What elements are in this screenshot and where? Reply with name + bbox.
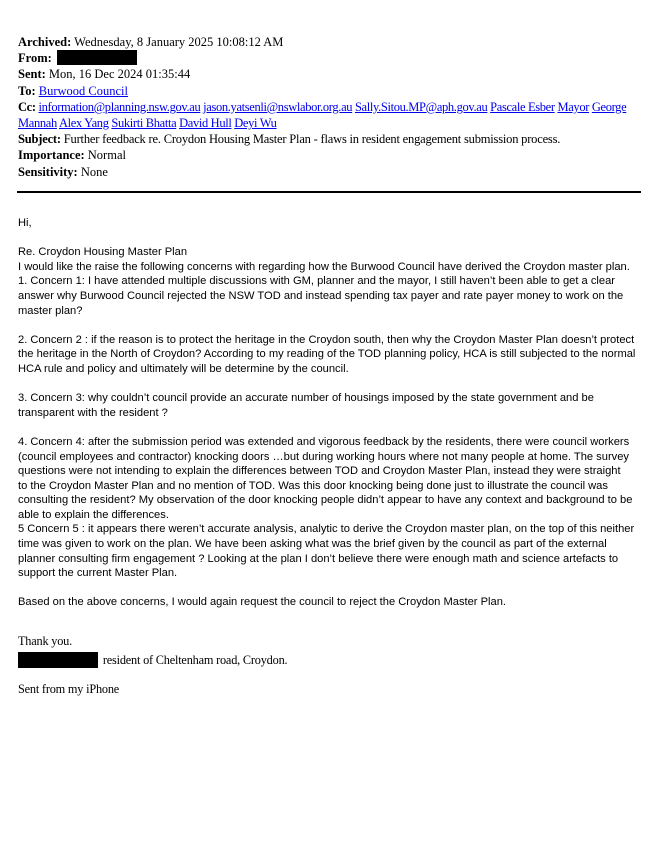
to-row: [18, 83, 643, 99]
body-line: the heritage in the North of Croydon? According to my reading of the TOD planning policy, HCA is still subjected to the normal: [18, 348, 636, 361]
re-line: Re. Croydon Housing Master Plan: [18, 246, 188, 259]
cc-recipient-link[interactable]: David Hull: [179, 116, 232, 131]
cc-row: [18, 99, 643, 131]
body-line: I would like the raise the following concerns with regarding how the Burwood Council have derived the Croydon master plan.: [18, 260, 630, 273]
from-label: From:: [18, 51, 52, 66]
subject-row: [18, 131, 643, 147]
paragraph-concern-1: [18, 260, 642, 318]
cc-recipient-link[interactable]: Sally.Sitou.MP@aph.gov.au: [354, 99, 488, 114]
body-line: HCA rule and policy and ultimately will be determine by the council.: [18, 362, 349, 375]
body-line: time was given to work on the plan. We have been asking what was the brief given by the council as part of the external: [18, 538, 607, 551]
body-line: Based on the above concerns, I would again request the council to reject the Croydon Master Plan.: [18, 596, 507, 609]
body-line: answer why Burwood Council rejected the NSW TOD and instead spending tax payer and rate payer money to work on the: [18, 289, 624, 302]
sensitivity-label: Sensitivity:: [18, 164, 78, 179]
cc-recipient-link[interactable]: Mayor: [557, 99, 590, 114]
body-line: 4. Concern 4: after the submission period was extended and vigorous feedback by the residents, there were council workers: [18, 435, 630, 448]
cc-recipient-link[interactable]: Deyi Wu: [234, 116, 277, 131]
to-label: To:: [18, 83, 36, 98]
email-header: [18, 34, 643, 180]
body-line: 2. Concern 2 : if the reason is to protect the heritage in the Croydon south, then why the Croydon Master Plan doesn’t protect: [18, 333, 635, 346]
paragraph-concern-2: [18, 333, 642, 377]
sent-label: Sent:: [18, 67, 46, 82]
cc-recipient-link[interactable]: Alex Yang: [58, 116, 109, 131]
thanks-line: Thank you.: [18, 634, 73, 648]
body-line: planner consulting firm engagement ? Looking at the plan I don’t believe there were enough math and science artefacts to: [18, 552, 619, 565]
sent-from-line: Sent from my iPhone: [18, 682, 120, 696]
paragraph-concern-4-5: [18, 435, 642, 581]
redacted-name: [18, 652, 98, 668]
body-line: 1. Concern 1: I have attended multiple discussions with GM, planner and the mayor, I still haven’t been able to get a clear: [18, 275, 615, 288]
resident-text: resident of Cheltenham road, Croydon.: [102, 653, 288, 667]
cc-recipient-link[interactable]: Sukirti Bhatta: [111, 116, 177, 131]
paragraph-conclusion: [18, 595, 642, 610]
body-line: 3. Concern 3: why couldn’t council provide an accurate number of housings imposed by the state government and be: [18, 392, 594, 405]
archived-label: Archived:: [18, 35, 72, 49]
header-divider: [17, 191, 641, 193]
sensitivity-row: [18, 164, 643, 180]
body-line: able to explain the differences.: [18, 508, 169, 521]
body-line: questions were not intending to explain the differences between TOD and Croydon Master Plan, instead they were straight: [18, 465, 621, 478]
subject-label: Subject:: [18, 132, 61, 147]
body-line: 5 Concern 5 : it appears there weren’t accurate analysis, analytic to derive the Croydon master plan, on the top of this neither: [18, 523, 635, 536]
sent-row: [18, 66, 643, 82]
body-line: (council employees and contractor) knocking doors …but during working hours where not many people at home. The survey: [18, 450, 629, 463]
signature-block: [18, 634, 638, 697]
importance-label: Importance:: [18, 148, 85, 163]
body-line: to the Croydon Master Plan and no mention of TOD. Was this door knocking being done just to illustrate the council was: [18, 479, 608, 492]
cc-label: Cc:: [18, 99, 36, 114]
archived-value: Wednesday, 8 January 2025 10:08:12 AM: [74, 35, 284, 49]
archived-row: [18, 34, 643, 50]
body-line: transparent with the resident ?: [18, 406, 168, 419]
paragraph-concern-3: [18, 391, 642, 420]
cc-recipient-link[interactable]: George Mannah: [18, 99, 627, 131]
from-row: [18, 50, 643, 66]
cc-recipient-link[interactable]: information@planning.nsw.gov.au: [38, 99, 201, 114]
sent-value: Mon, 16 Dec 2024 01:35:44: [48, 67, 191, 82]
redacted-sender: [57, 50, 137, 65]
resident-line: [18, 652, 638, 668]
body-line: consulting the resident? My observation of the door knocking people didn’t appear to have any context and background to be: [18, 494, 633, 507]
importance-row: [18, 147, 643, 163]
email-body: [18, 216, 642, 610]
sensitivity-value: None: [80, 164, 108, 179]
to-recipient-link[interactable]: Burwood Council: [38, 83, 128, 98]
body-line: support the current Master Plan.: [18, 567, 178, 580]
cc-recipient-link[interactable]: jason.yatsenli@nswlabor.org.au: [203, 99, 353, 114]
greeting: Hi,: [18, 217, 32, 229]
body-line: master plan?: [18, 304, 83, 317]
cc-recipient-link[interactable]: Pascale Esber: [490, 99, 555, 114]
importance-value: Normal: [87, 148, 126, 163]
subject-value: Further feedback re. Croydon Housing Master Plan - flaws in resident engagement submission process.: [63, 132, 561, 147]
